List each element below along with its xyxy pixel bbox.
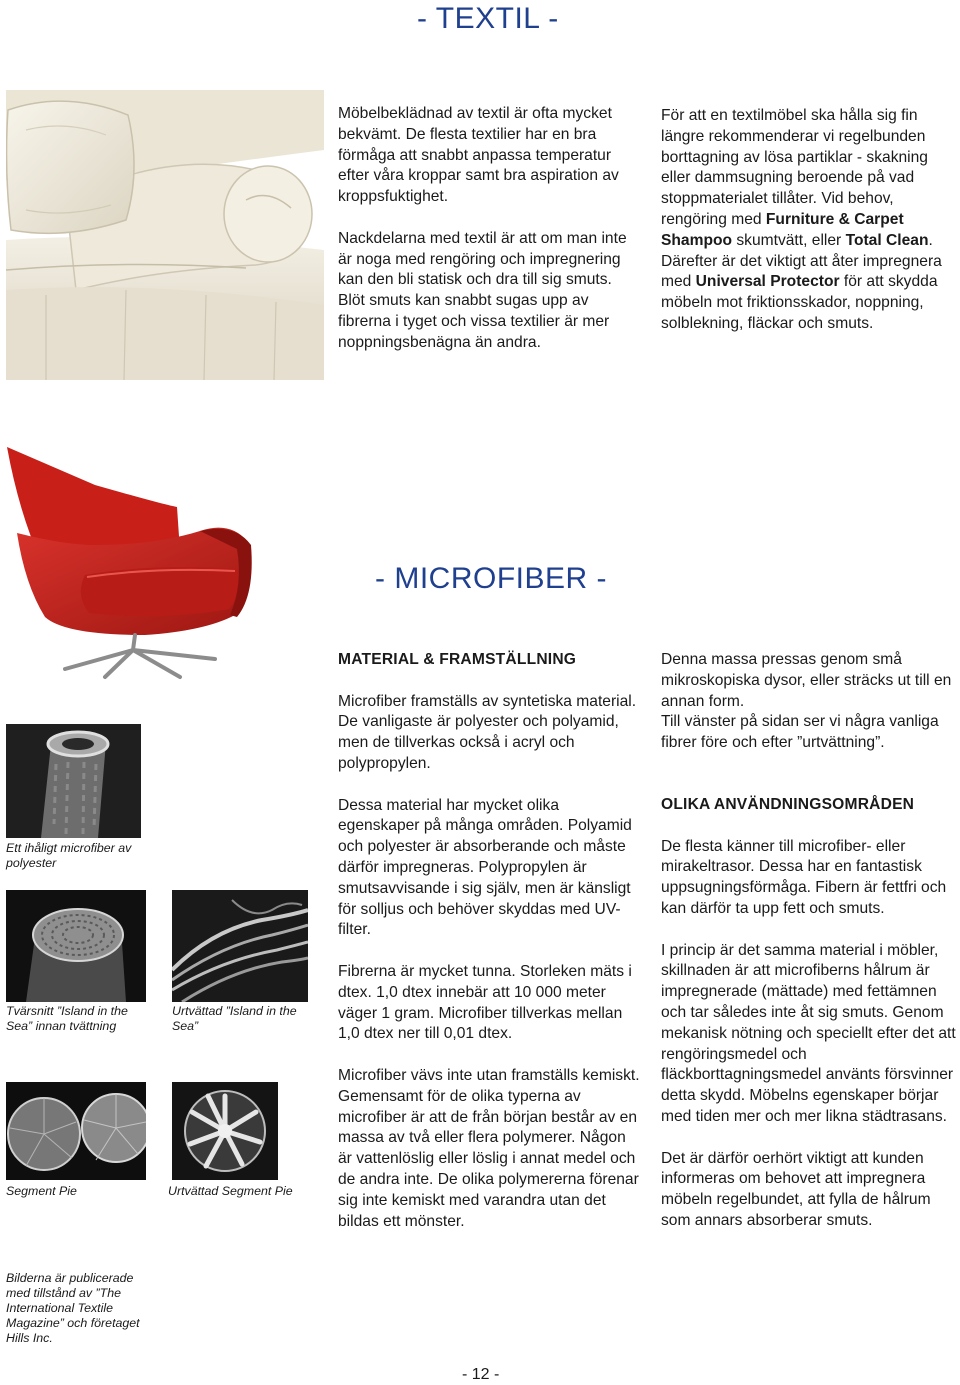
red-armchair-photo [5,445,295,685]
textil-column-1 [338,104,638,354]
product-furniture-carpet-shampoo: Furniture & Carpet Shampoo [661,210,904,249]
caption-segment-pie: Segment Pie [6,1184,77,1198]
subhead-olika: OLIKA ANVÄNDNINGSOMRÅDEN [661,795,915,813]
microfiber-paragraph-4: Microfiber vävs inte utan framställs kemiskt. Gemensamt för de olika typerna av microfiber är att de från början består av en massa av två eller flera polymerer. Någon är vattenlöslig eller löslig i annat medel och de andra inte. De olika polymererna förenar sig inte kemiskt med varandra utan det bildas ett mönster. [338,1066,640,1230]
island-in-sea-micrograph [6,890,146,1002]
washed-island-micrograph [172,890,308,1002]
textil-column-2 [661,106,960,335]
microfiber-paragraph-6: De flesta känner till microfiber- eller mirakeltrasor. Dessa har en fantastisk uppsugningsförmåga. Fibern är fettfri och kan därför ta upp fett och smuts. [661,837,947,917]
hollow-fiber-micrograph [6,724,141,838]
microfiber-paragraph-5b: Till vänster på sidan ser vi några vanliga fibrer före och efter ”urtvättning”. [661,713,939,752]
microfiber-paragraph-1: Microfiber framställs av syntetiska material. De vanligaste är polyester och polyamid, men de tillverkas också i acryl och polypropylen. [338,692,637,772]
microfiber-column-2 [661,650,960,1232]
microfiber-column-1 [338,650,643,1232]
microfiber-paragraph-2: Dessa material har mycket olika egenskaper på många områden. Polyamid och polyester är absorberande och måste därför impregneras. Polypropylen är smutsavvisande i sig själv, men är känsligt för solljus och behöver skyddas med UV-filter. [338,796,632,939]
product-universal-protector: Universal Protector [695,273,840,291]
microfiber-paragraph-7: I princip är det samma material i möbler, skillnaden är att microfiberns hålrum är impregnerade (mättade) med fettämnen och tar således inte åt sig smuts. Genom mekanisk nötning och speciellt efter det att rengöringsmedel och fläckborttagningsmedel använts försvinner detta skydd. Möbelns egenskaper börjar med tiden mer och mer likna städtrasans. [661,941,956,1125]
textil-heading: - TEXTIL - [417,2,559,35]
microfiber-paragraph-3: Fibrerna är mycket tunna. Storleken mäts i dtex. 1,0 dtex innebär att 10 000 meter väger 1 gram. Microfiber tillverkas mellan 1,0 dtex ner till 0,01 dtex. [338,962,632,1043]
microfiber-paragraph-5: Denna massa pressas genom små mikroskopiska dysor, eller sträcks ut till en annan form. [661,651,952,710]
subhead-material: MATERIAL & FRAMSTÄLLNING [338,651,577,668]
textil-paragraph-1: Möbelbeklädnad av textil är ofta mycket bekvämt. De flesta textilier har en bra förmåga att snabbt anpassa temperatur efter våra kroppar samt bra aspiration av kroppsfuktighet. [338,105,619,206]
caption-island-before: Tvärsnitt ”Island in the Sea” innan tvättning [6,1004,128,1033]
microfiber-heading: - MICROFIBER - [375,562,607,595]
caption-washed-segment-pie: Urtvättad Segment Pie [168,1184,293,1198]
product-total-clean: Total Clean [845,231,929,249]
washed-segment-pie-micrograph [172,1082,278,1180]
sofa-photo [6,90,324,380]
caption-island-after: Urtvättad ”Island in the Sea” [172,1004,297,1033]
segment-pie-micrograph [6,1082,146,1180]
image-credit: Bilderna är publicerade med tillstånd av ”The International Textile Magazine” och företaget Hills Inc. [6,1271,140,1345]
textil-paragraph-2: Nackdelarna med textil är att om man inte är noga med rengöring och impregnering kan den bli statisk och dra till sig smuts. Blöt smuts kan snabbt sugas upp av fibrerna i tyget och vissa textilier är mer noppningsbenägna än andra. [338,229,627,351]
microfiber-paragraph-8: Det är därför oerhört viktigt att kunden informeras om behovet att impregnera möbeln regelbundet, att fylla de hålrum som annars absorberar smuts. [661,1149,931,1229]
textil-paragraph-3: För att en textilmöbel ska hålla sig fin längre rekommenderar vi regelbunden borttagning av lösa partiklar - skakning eller dammsugning beroende på vad stoppmaterialet tillåter. Vid behov, rengöring med Furniture & Carpet Shampoo skumtvätt, eller Total Clean. Därefter är det viktigt att åter impregnera med Universal Protector för att skydda möbeln mot friktionsskador, noppning, solblekning, fläckar och smuts. [661,107,942,332]
page-number: - 12 - [462,1366,500,1383]
caption-hollow-fiber: Ett ihåligt microfiber av polyester [6,841,132,870]
